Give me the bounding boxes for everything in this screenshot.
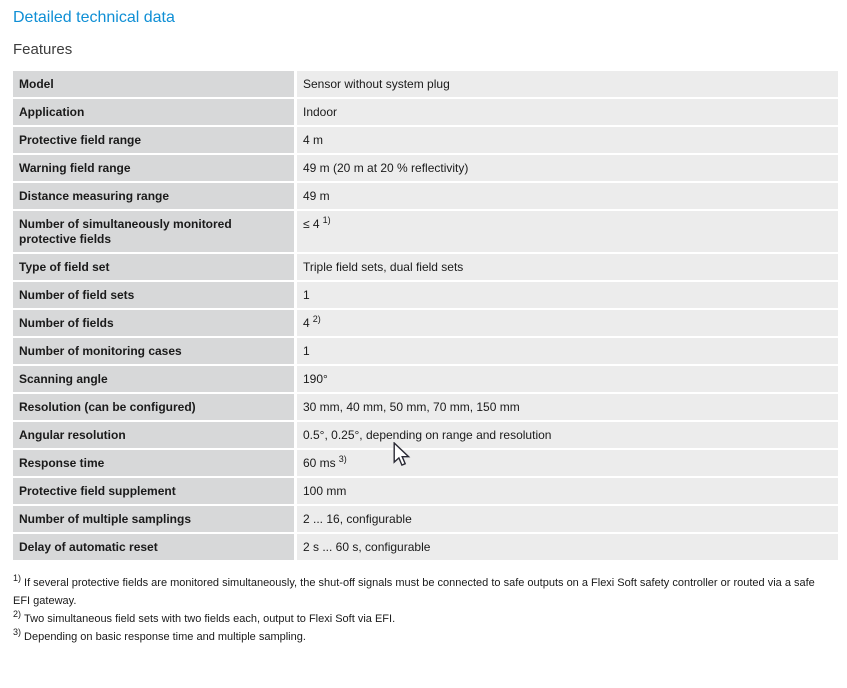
table-row (13, 99, 838, 125)
footnotes (13, 574, 833, 646)
footnote: $^{1)}$ If several protective fields are monitored simultaneously, the shut-off signals must be connected to safe outputs on a Flexi Soft safety controller or routed via a safe EFI gateway. (13, 573, 815, 607)
table-row (13, 366, 838, 392)
row-value: 100 mm (297, 478, 838, 504)
row-label: Model (13, 71, 294, 97)
row-label: Response time (13, 450, 294, 476)
row-label: Angular resolution (13, 422, 294, 448)
table-row (13, 155, 838, 181)
row-value: Sensor without system plug (297, 71, 838, 97)
table-row (13, 211, 838, 252)
subsection-title: Features (13, 41, 73, 58)
row-label: Warning field range (13, 155, 294, 181)
row-value: 2 s ... 60 s, configurable (297, 534, 838, 560)
row-label: Protective field range (13, 127, 294, 153)
table-row (13, 450, 838, 476)
row-value: 49 m (20 m at 20 % reflectivity) (297, 155, 838, 181)
row-value: 1 (297, 338, 838, 364)
row-label: Distance measuring range (13, 183, 294, 209)
table-row (13, 506, 838, 532)
footnote-ref: 3) (338, 454, 347, 464)
row-label: Number of simultaneously monitored protective fields (13, 211, 294, 252)
footnote-ref: 1) (322, 215, 331, 225)
row-label: Scanning angle (13, 366, 294, 392)
row-label: Type of field set (13, 254, 294, 280)
section-title[interactable]: Detailed technical data (13, 9, 175, 26)
row-label: Application (13, 99, 294, 125)
row-label: Delay of automatic reset (13, 534, 294, 560)
table-row (13, 338, 838, 364)
row-value: 4 $^{2)}$ (297, 310, 838, 336)
row-value: 4 m (297, 127, 838, 153)
row-value: 190° (297, 366, 838, 392)
table-row (13, 394, 838, 420)
row-label: Number of field sets (13, 282, 294, 308)
row-value: 1 (297, 282, 838, 308)
table-row (13, 534, 838, 560)
table-row (13, 422, 838, 448)
table-row (13, 254, 838, 280)
row-value: ≤ 4 $^{1)}$ (297, 211, 838, 252)
footnote: $^{2)}$ Two simultaneous field sets with two fields each, output to Flexi Soft via EFI. (13, 609, 396, 625)
table-row (13, 183, 838, 209)
footnote: $^{3)}$ Depending on basic response time and multiple sampling. (13, 627, 306, 643)
footnote-marker: 1) (13, 573, 22, 584)
row-label: Protective field supplement (13, 478, 294, 504)
footnote-marker: 2) (13, 609, 22, 620)
table-row (13, 127, 838, 153)
row-value: 0.5°, 0.25°, depending on range and resolution (297, 422, 838, 448)
row-label: Number of monitoring cases (13, 338, 294, 364)
row-value: Triple field sets, dual field sets (297, 254, 838, 280)
table-row (13, 282, 838, 308)
spec-table (13, 71, 838, 560)
row-value: 2 ... 16, configurable (297, 506, 838, 532)
row-label: Number of multiple samplings (13, 506, 294, 532)
row-value: 60 ms $^{3)}$ (297, 450, 838, 476)
table-row (13, 478, 838, 504)
table-row (13, 71, 838, 97)
row-value: Indoor (297, 99, 838, 125)
footnote-ref: 2) (312, 314, 321, 324)
row-value: 30 mm, 40 mm, 50 mm, 70 mm, 150 mm (297, 394, 838, 420)
row-label: Number of fields (13, 310, 294, 336)
footnote-marker: 3) (13, 627, 22, 638)
row-value: 49 m (297, 183, 838, 209)
row-label: Resolution (can be configured) (13, 394, 294, 420)
table-row (13, 310, 838, 336)
